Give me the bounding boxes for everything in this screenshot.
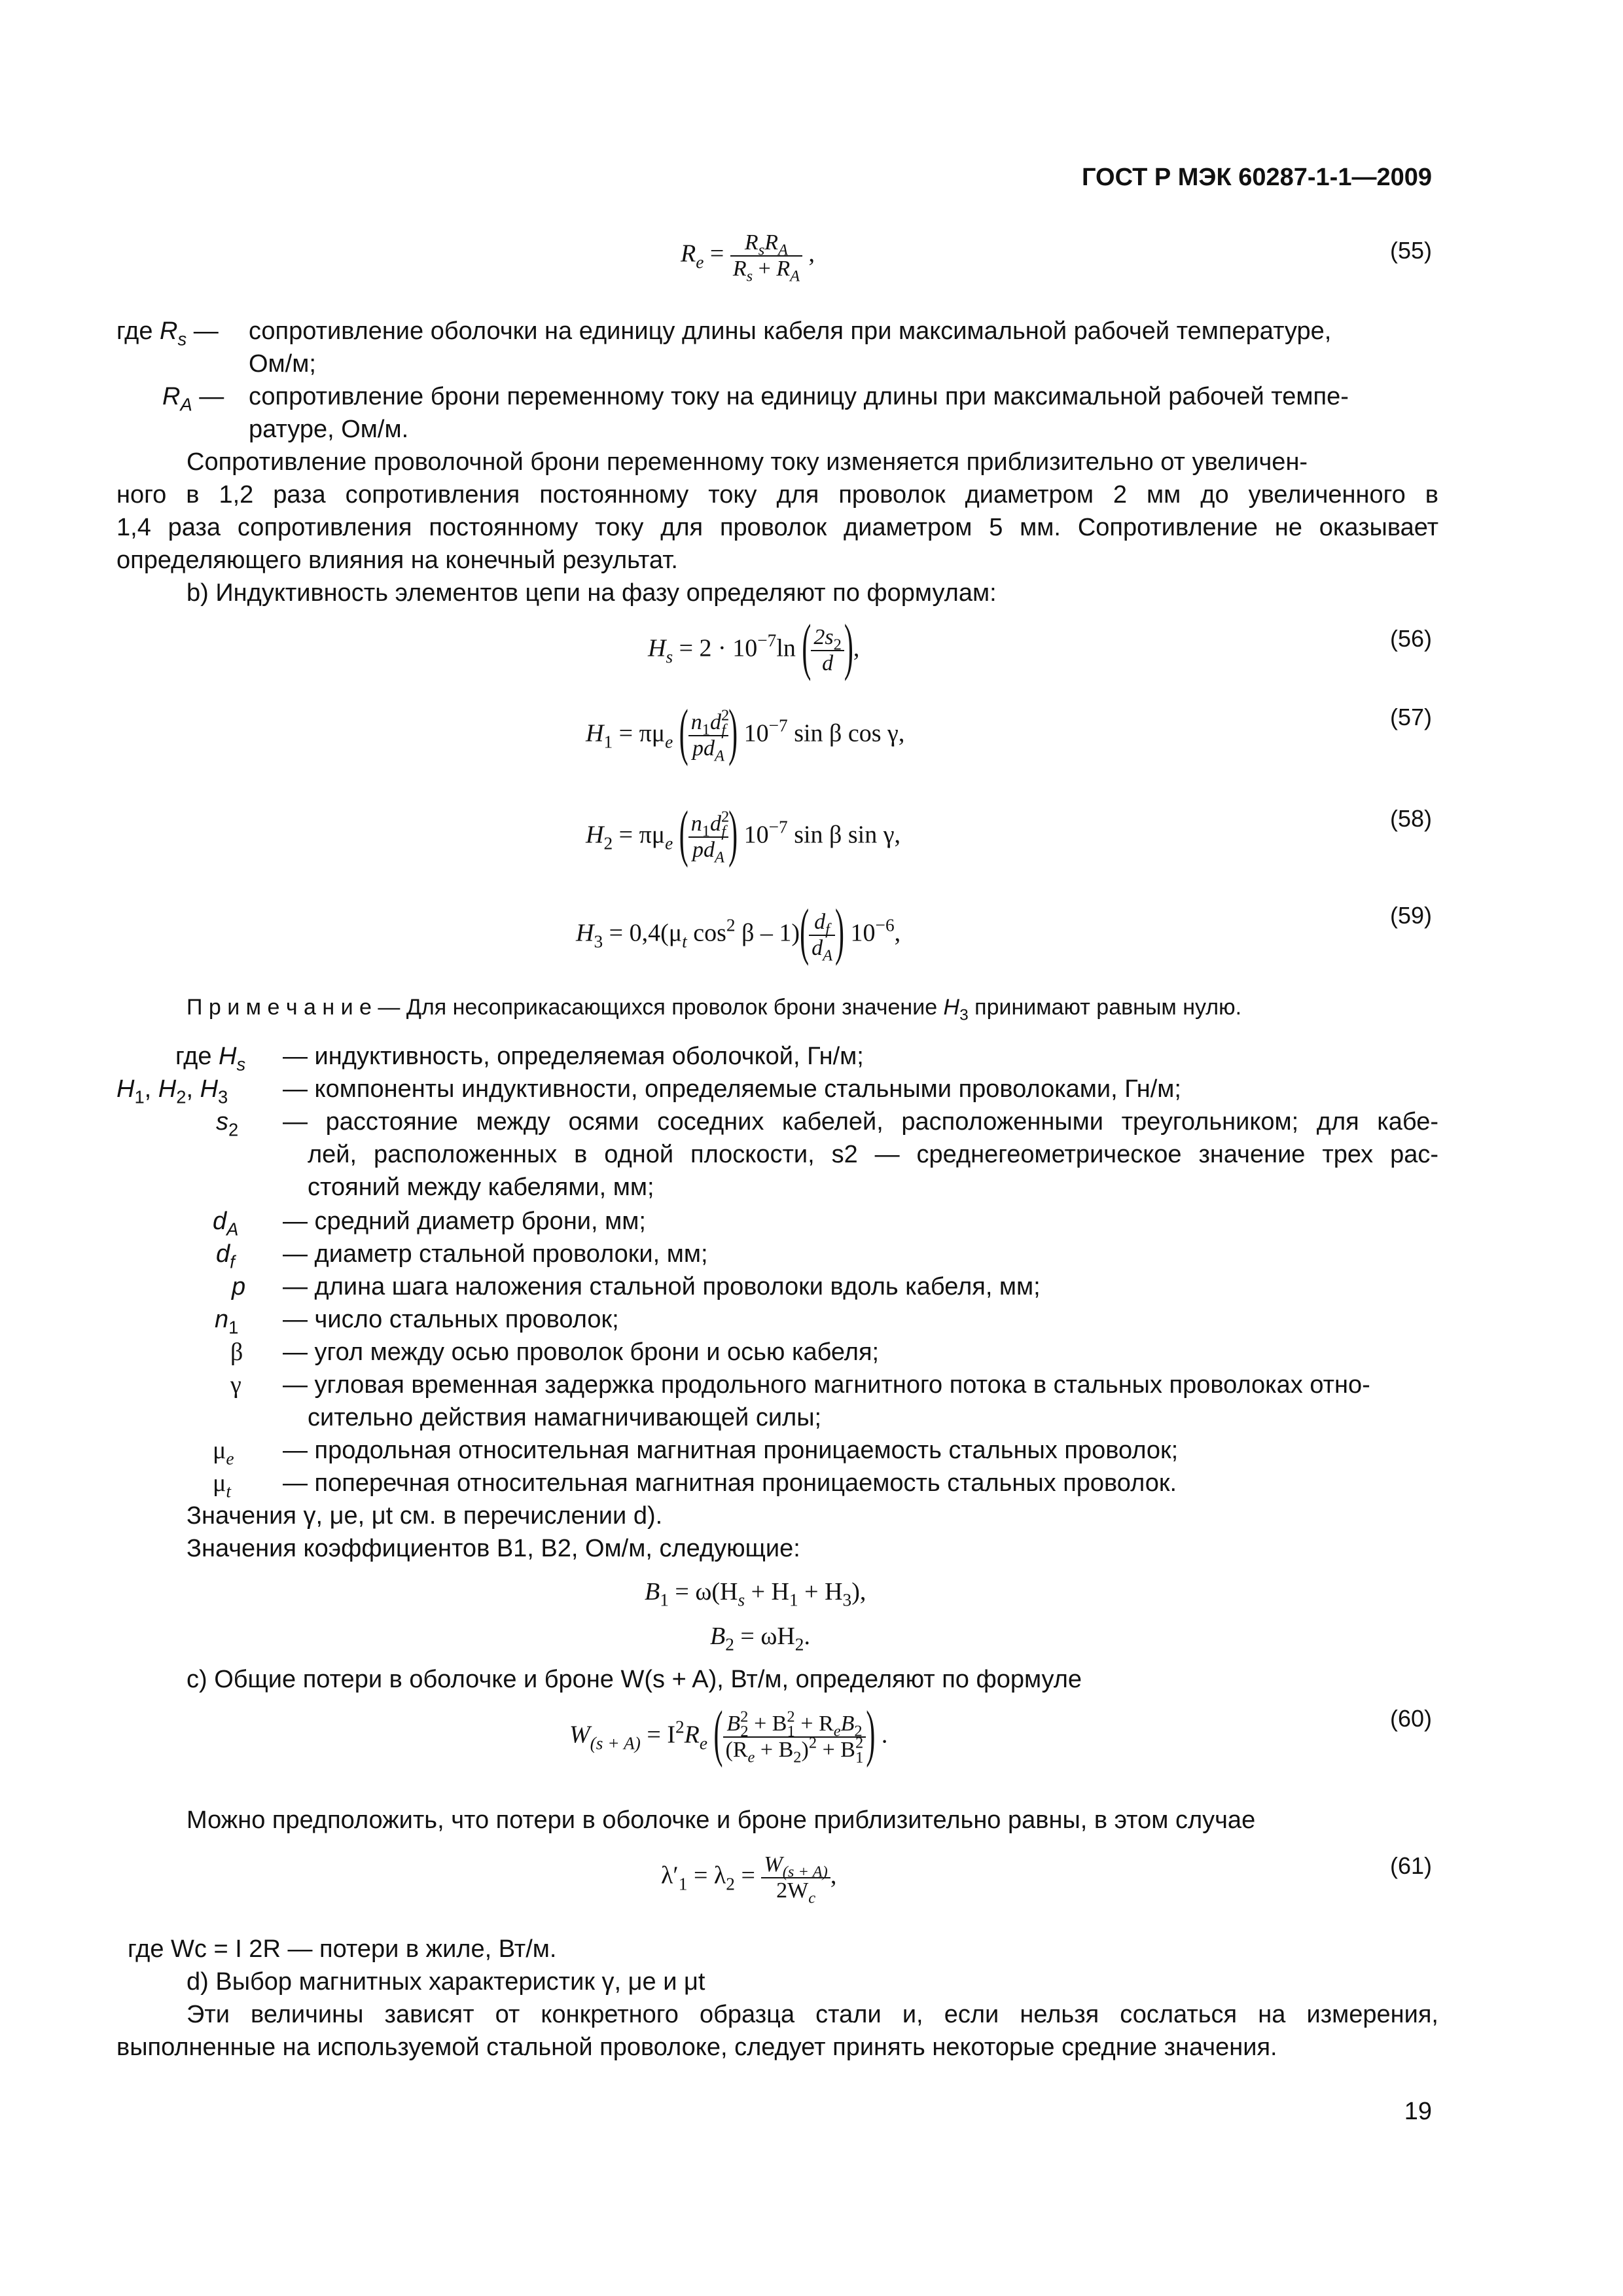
- def-s2-key: $s_2$: [216, 1108, 239, 1140]
- def-h123-key: $H_1$, $H_2$, $H_3$: [116, 1075, 228, 1107]
- def-p-key: p: [232, 1273, 246, 1300]
- equation-number-56: (56): [1389, 625, 1432, 652]
- equation-58: $H_2 = \pi\mu_e$ ( $\frac{n_1d^2_f}{pd_A}$ ) $10^{-7}$ sin β sin γ,: [586, 799, 901, 869]
- values-line: Значения γ, μe, μt см. в перечислении d).: [187, 1502, 663, 1530]
- def-df-key: $d_f$: [216, 1240, 235, 1272]
- def-da: — средний диаметр брони, мм;: [283, 1208, 646, 1235]
- note: П р и м е ч а н и е — Для несоприкасающихся проволок брони значение $H_3$ принимают равным нулю.: [187, 995, 1242, 1024]
- equation-number-60: (60): [1389, 1705, 1432, 1732]
- equation-b2: $B_2 = \omega H_2$.: [710, 1623, 810, 1655]
- def-mue-key: $\mu_e$: [213, 1437, 234, 1469]
- def-n1: — число стальных проволок;: [283, 1306, 619, 1333]
- equation-56: $H_s = 2 \cdot 10^{-7}\ln$ ( $\frac{2s_2}{d}$ ),: [648, 613, 860, 683]
- def-ra-line2: ратуре, Ом/м.: [249, 416, 409, 443]
- equation-number-58: (58): [1389, 805, 1432, 832]
- def-mut-key: $\mu_t$: [213, 1469, 231, 1501]
- equation-61: $\lambda'_1 = \lambda_2$ = $\frac{W_{(s + A)}}{2W_c}$ ,: [661, 1852, 837, 1907]
- equation-number-57: (57): [1389, 704, 1432, 730]
- def-df: — диаметр стальной проволоки, мм;: [283, 1240, 708, 1268]
- equation-60: $W_{(s + A)} = I^2R_e$ ( $\frac{B^2_2 + B^2_1 + R_eB_2}{(R_e + B_2)^2 + B^2_1}$ ) .: [569, 1699, 888, 1769]
- def-gamma-line1: — угловая временная задержка продольного магнитного потока в стальных проволоках отно-: [283, 1371, 1370, 1399]
- def-rs-line1: сопротивление оболочки на единицу длины кабеля при максимальной рабочей температуре,: [249, 317, 1332, 345]
- equation-59: $H_3 = 0,4(\mu_t$ $\cos^2 \beta - 1$)( $\frac{d_f}{d_A}$ ) $10^{-6}$,: [576, 897, 901, 967]
- def-s2-line3: стояний между кабелями, мм;: [308, 1174, 654, 1201]
- def-s2-line1: — расстояние между осями соседних кабелей, расположенными треугольником; для кабе-: [283, 1108, 1438, 1136]
- para-last-line1: Эти величины зависят от конкретного образца стали и, если нельзя сослаться на измерения,: [187, 2001, 1438, 2028]
- equation-55: $R_e$ = $\frac{R_sR_A}{R_s + R_A}$ ,: [681, 230, 815, 285]
- def-hs: — индуктивность, определяемая оболочкой, Гн/м;: [283, 1043, 864, 1070]
- para1-line1: Сопротивление проволочной брони переменному току изменяется приблизительно от увеличен-: [187, 448, 1308, 476]
- def-ra-key: $R_A$ —: [162, 383, 224, 415]
- def-ra-line1: сопротивление брони переменному току на единицу длины при максимальной рабочей темпе-: [249, 383, 1349, 410]
- def-gamma-key: γ: [230, 1371, 241, 1399]
- assume-line: Можно предположить, что потери в оболочке и броне приблизительно равны, в этом случае: [187, 1806, 1256, 1834]
- def-beta-key: β: [230, 1338, 243, 1366]
- def-h123: — компоненты индуктивности, определяемые стальными проволоками, Гн/м;: [283, 1075, 1181, 1103]
- def-mue: — продольная относительная магнитная проницаемость стальных проволок;: [283, 1437, 1179, 1464]
- def-beta: — угол между осью проволок брони и осью кабеля;: [283, 1338, 880, 1366]
- item-c: c) Общие потери в оболочке и броне W(s + A), Вт/м, определяют по формуле: [187, 1666, 1082, 1693]
- equation-57: $H_1 = \pi\mu_e$ ( $\frac{n_1d^2_f}{pd_A}$ ) $10^{-7}$ sin β cos γ,: [586, 698, 905, 768]
- para1-line4: определяющего влияния на конечный результат.: [116, 547, 678, 574]
- def-rs-line2: Ом/м;: [249, 350, 316, 378]
- def-hs-key: где $H_s$: [175, 1043, 246, 1075]
- item-b: b) Индуктивность элементов цепи на фазу определяют по формулам:: [187, 579, 997, 607]
- page-number: 19: [1404, 2098, 1432, 2125]
- item-d: d) Выбор магнитных характеристик γ, μe и μt: [187, 1968, 705, 1996]
- wc-line: где Wc = I 2R — потери в жиле, Вт/м.: [128, 1935, 557, 1963]
- para1-line3: 1,4 раза сопротивления постоянному току для проволок диаметром 5 мм. Сопротивление не оказывает: [116, 514, 1438, 541]
- def-n1-key: $n_1$: [215, 1306, 239, 1338]
- equation-b1: $B_1 = \omega(H_s + H_1 + H_3)$,: [645, 1578, 866, 1610]
- coeffs-line: Значения коэффициентов B1, B2, Ом/м, следующие:: [187, 1535, 800, 1562]
- def-mut: — поперечная относительная магнитная проницаемость стальных проволок.: [283, 1469, 1177, 1497]
- def-rs-key: где $R_s$ —: [116, 317, 219, 350]
- equation-number-61: (61): [1389, 1852, 1432, 1879]
- def-p: — длина шага наложения стальной проволоки вдоль кабеля, мм;: [283, 1273, 1041, 1300]
- def-da-key: $d_A$: [213, 1208, 239, 1240]
- para1-line2: ного в 1,2 раза сопротивления постоянному току для проволок диаметром 2 мм до увеличенного в: [116, 481, 1438, 509]
- equation-number-55: (55): [1389, 237, 1432, 264]
- standard-header: ГОСТ Р МЭК 60287-1-1—2009: [1082, 164, 1432, 191]
- equation-number-59: (59): [1389, 902, 1432, 929]
- def-gamma-line2: сительно действия намагничивающей силы;: [308, 1404, 822, 1431]
- def-s2-line2: лей, расположенных в одной плоскости, s2 — среднегеометрическое значение трех рас-: [308, 1141, 1438, 1168]
- para-last-line2: выполненные на используемой стальной проволоке, следует принять некоторые средние значения.: [116, 2034, 1277, 2061]
